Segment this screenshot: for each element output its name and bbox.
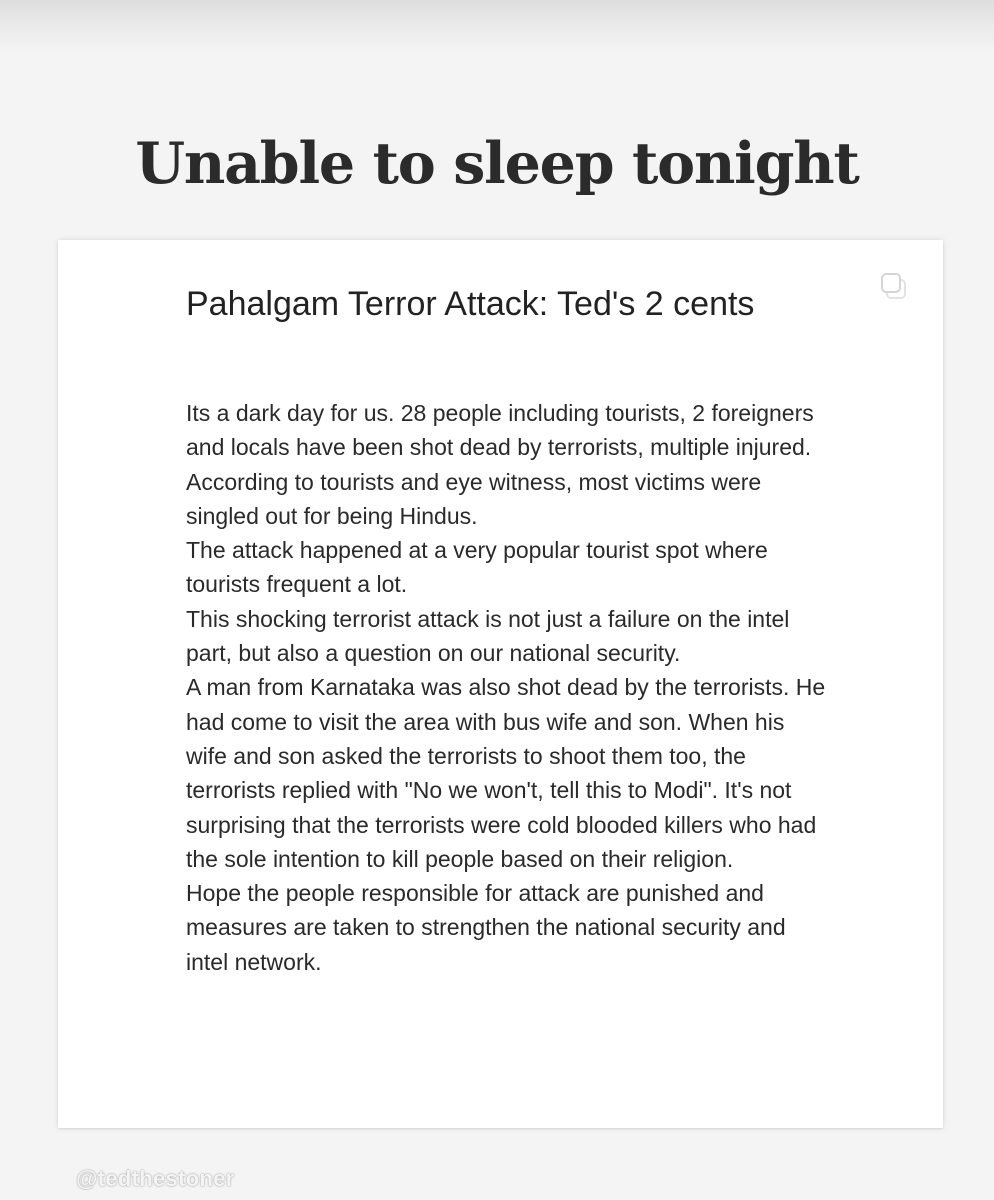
- note-paragraph: This shocking terrorist attack is not just a failure on the intel part, but also a question on our national security.: [186, 605, 790, 667]
- copy-icon[interactable]: [878, 268, 918, 308]
- note-card: [58, 240, 943, 1128]
- top-status-area: [0, 0, 994, 52]
- note-body: [186, 396, 826, 979]
- note-paragraph: A man from Karnataka was also shot dead by the terrorists. He had come to visit the area with bus wife and son. When his wife and son asked the terrorists to shoot them too, the terrorists replied with "No we won't, tell this to Modi". It's not surprising that the terrorists were cold blooded killers who had the sole intention to kill people based on their religion.: [186, 674, 826, 872]
- note-paragraph: The attack happened at a very popular tourist spot where tourists frequent a lot.: [186, 537, 768, 598]
- note-title: Pahalgam Terror Attack: Ted's 2 cents: [186, 285, 755, 323]
- note-paragraph: Hope the people responsible for attack are punished and measures are taken to strengthen the national security and intel network.: [186, 880, 786, 975]
- note-paragraph: Its a dark day for us. 28 people including tourists, 2 foreigners and locals have been shot dead by terrorists, multiple injured. According to tourists and eye witness, most victims were singled out for being Hindus.: [186, 400, 814, 529]
- username-watermark: @tedthestoner: [76, 1166, 235, 1191]
- story-headline: Unable to sleep tonight: [135, 130, 859, 197]
